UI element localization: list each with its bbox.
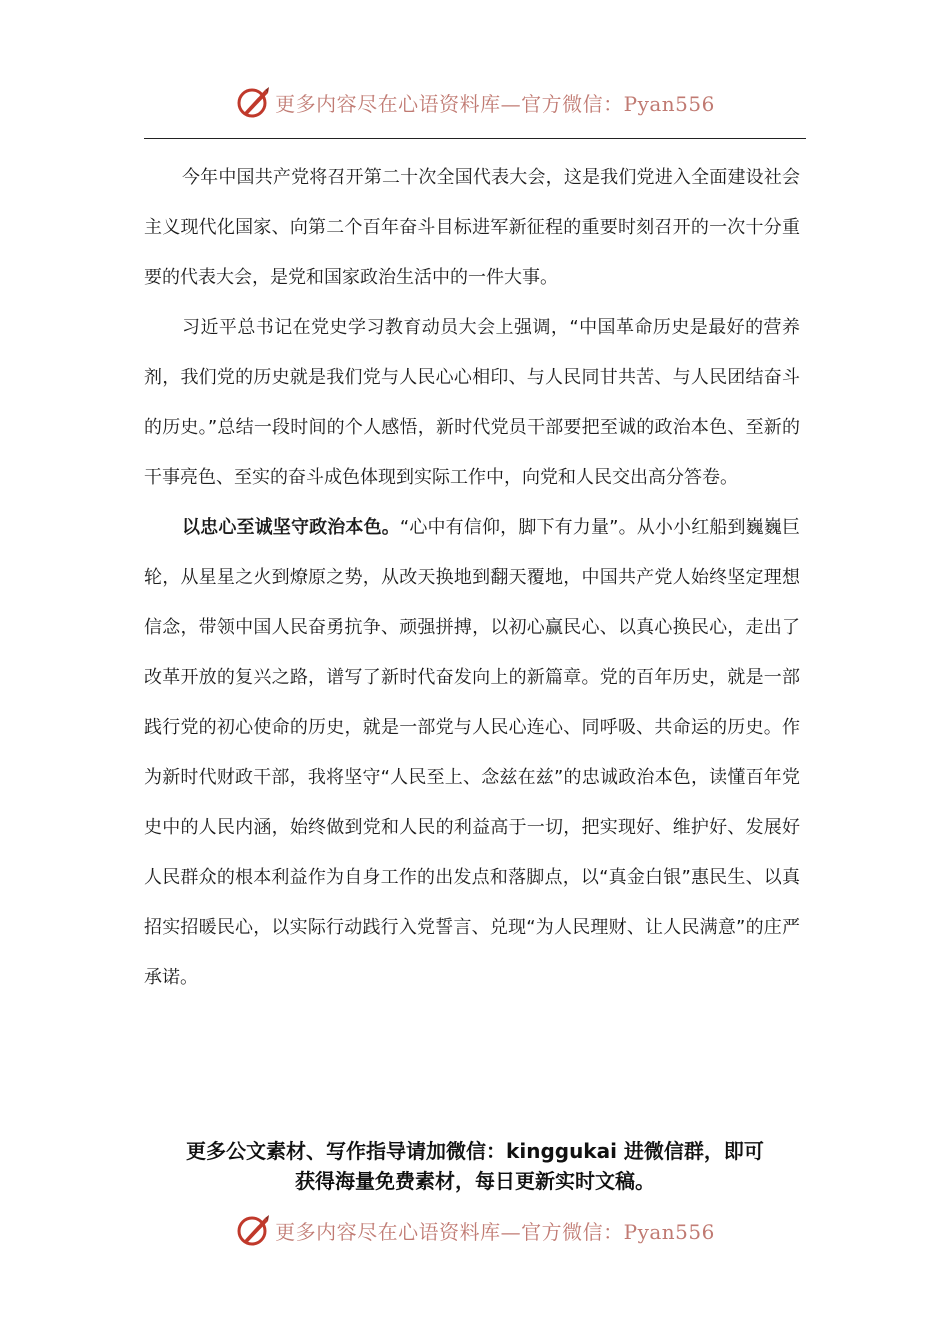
- header-brand-text: 更多内容尽在心语资料库—官方微信：Pyan556: [275, 91, 715, 116]
- footer-note: [144, 1136, 806, 1196]
- paragraph-1-text: 今年中国共产党将召开第二十次全国代表大会，这是我们党进入全面建设社会主义现代化国家、向第二个百年奋斗目标进军新征程的重要时刻召开的一次十分重要的代表大会，是党和国家政治生活中的一件大事。: [144, 167, 800, 288]
- paragraph-3: [144, 503, 800, 1003]
- paragraph-1: [144, 153, 800, 303]
- paragraph-2-text: 习近平总书记在党史学习教育动员大会上强调，“中国革命历史是最好的营养剂，我们党的历史就是我们党与人民心心相印、与人民同甘共苦、与人民团结奋斗的历史。”总结一段时间的个人感悟，新时代党员干部要把至诚的政治本色、至新的干事亮色、至实的奋斗成色体现到实际工作中，向党和人民交出高分答卷。: [144, 317, 800, 488]
- header-brand: [0, 82, 950, 122]
- quill-logo-icon: [235, 84, 271, 120]
- quill-logo-icon: [235, 1212, 271, 1248]
- paragraph-2: [144, 303, 800, 503]
- footer-brand-text: 更多内容尽在心语资料库—官方微信：Pyan556: [275, 1219, 715, 1244]
- header-divider: [144, 138, 806, 139]
- footer-brand: [0, 1210, 950, 1250]
- paragraph-3-lead: 以忠心至诚坚守政治本色。: [182, 517, 400, 538]
- footer-note-line-2: 获得海量免费素材，每日更新实时文稿。: [295, 1169, 655, 1193]
- paragraph-3-text: “心中有信仰，脚下有力量”。从小小红船到巍巍巨轮，从星星之火到燎原之势，从改天换地到翻天覆地，中国共产党人始终坚定理想信念，带领中国人民奋勇抗争、顽强拼搏，以初心赢民心、以真心换民心，走出了改革开放的复兴之路，谱写了新时代奋发向上的新篇章。党的百年历史，就是一部践行党的初心使命的历史，就是一部党与人民心连心、同呼吸、共命运的历史。作为新时代财政干部，我将坚守“人民至上、念兹在兹”的忠诚政治本色，读懂百年党史中的人民内涵，始终做到党和人民的利益高于一切，把实现好、维护好、发展好人民群众的根本利益作为自身工作的出发点和落脚点，以“真金白银”惠民生、以真招实招暖民心，以实际行动践行入党誓言、兑现“为人民理财、让人民满意”的庄严承诺。: [144, 517, 800, 988]
- document-body: [144, 153, 800, 1003]
- footer-note-line-1: 更多公文素材、写作指导请加微信：kinggukai 进微信群，即可: [186, 1139, 764, 1163]
